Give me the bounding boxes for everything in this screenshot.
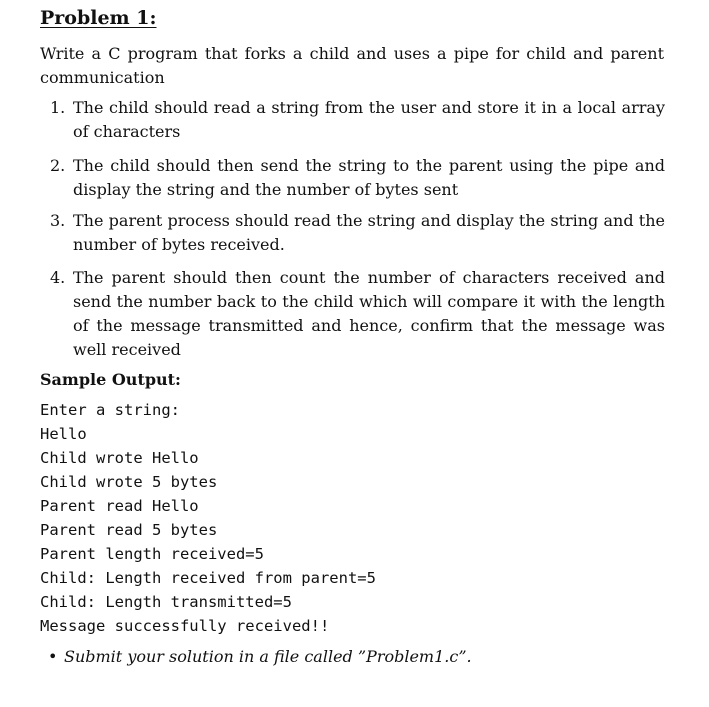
- problem-title: Problem 1:: [40, 7, 157, 29]
- requirement-item-2: [50, 154, 665, 202]
- submission-note-text: Submit your solution in a file called ”Problem1.c”.: [64, 647, 472, 666]
- output-line-child-received-length: Child: Length received from parent=5: [40, 569, 376, 587]
- output-line-user-input: Hello: [40, 425, 87, 443]
- requirement-item-4: [50, 266, 665, 362]
- output-line-parent-read-string: Parent read Hello: [40, 497, 199, 515]
- output-line-child-wrote-bytes: Child wrote 5 bytes: [40, 473, 218, 491]
- sample-output-label: Sample Output:: [40, 370, 181, 389]
- output-line-child-wrote-string: Child wrote Hello: [40, 449, 199, 467]
- requirement-item-3: [50, 209, 665, 257]
- output-line-parent-read-bytes: Parent read 5 bytes: [40, 521, 218, 539]
- requirement-text-3: The parent process should read the string and display the string and the number of bytes received.: [73, 211, 665, 254]
- requirement-number-1: 1.: [50, 98, 66, 117]
- output-line-success-message: Message successfully received!!: [40, 617, 330, 635]
- requirement-text-2: The child should then send the string to the parent using the pipe and display the string and the number of bytes sent: [73, 156, 665, 199]
- bullet-icon: •: [48, 647, 58, 666]
- output-line-enter-prompt: Enter a string:: [40, 401, 180, 419]
- requirement-number-3: 3.: [50, 211, 66, 230]
- requirement-text-4: The parent should then count the number of characters received and send the number back to the child which will compare it with the length of the message transmitted and hence, confirm that the message was well received: [73, 268, 665, 359]
- sample-output-block: [40, 398, 376, 638]
- problem-introduction: Write a C program that forks a child and uses a pipe for child and parent communication: [40, 44, 664, 87]
- requirement-number-2: 2.: [50, 156, 66, 175]
- requirement-text-1: The child should read a string from the user and store it in a local array of characters: [73, 98, 665, 141]
- requirement-number-4: 4.: [50, 268, 66, 287]
- output-line-child-transmitted-length: Child: Length transmitted=5: [40, 593, 292, 611]
- requirement-item-1: [50, 96, 665, 144]
- output-line-parent-length: Parent length received=5: [40, 545, 264, 563]
